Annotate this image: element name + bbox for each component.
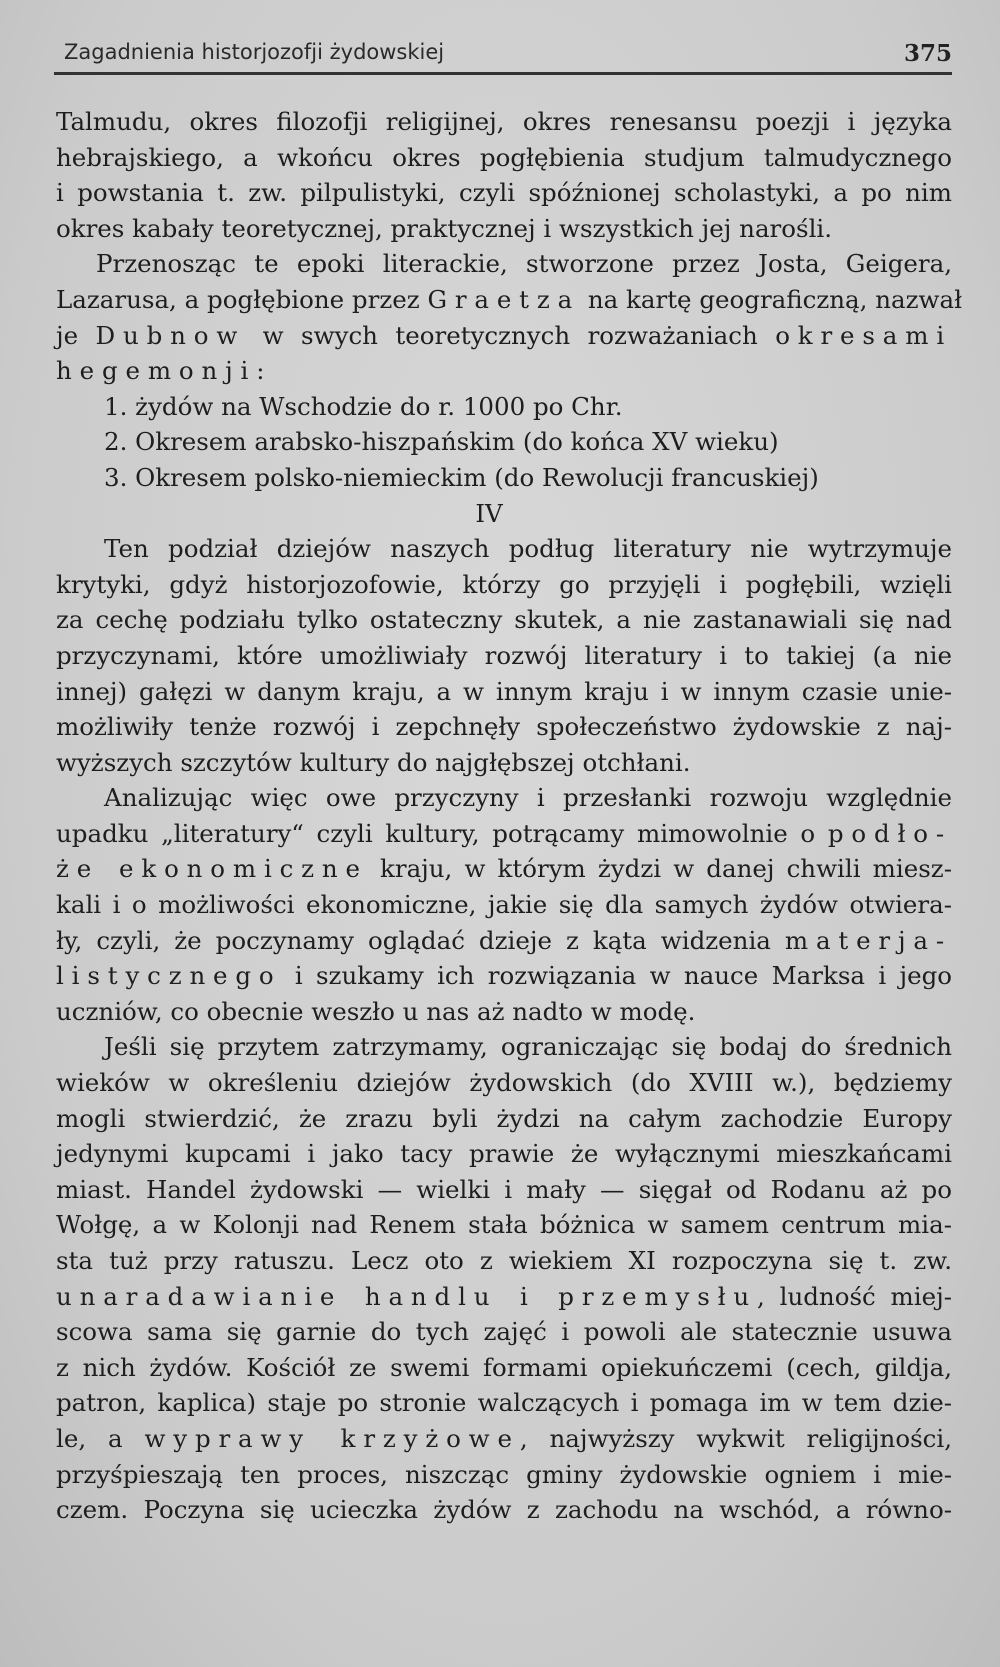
text-line: miast. Handel żydowski — wielki i mały — sięgał od Rodanu aż po bbox=[56, 1174, 952, 1204]
text-line: wyższych szczytów kultury do najgłębszej otchłani. bbox=[56, 747, 691, 777]
spaced-term: listycznego bbox=[56, 961, 282, 991]
spaced-term: wyprawy krzyżowe bbox=[144, 1423, 520, 1453]
body-text bbox=[56, 104, 963, 1528]
text-fragment: je bbox=[56, 320, 96, 350]
text-line: jedynymi kupcami i jako tacy prawie że wyłącznymi mieszkańcami bbox=[56, 1139, 952, 1169]
text-fragment: w swych teoretycznych rozważaniach bbox=[245, 320, 776, 350]
text-line: sta tuż przy ratuszu. Lecz oto z wiekiem XI rozpoczyna się t. zw. bbox=[56, 1246, 952, 1275]
text-line: Jeśli się przytem zatrzymamy, ograniczając się bodaj do średnich bbox=[104, 1032, 952, 1062]
text-line: Wołgę, a w Kolonji nad Renem stała bóżnica w samem centrum mia- bbox=[56, 1210, 952, 1240]
text-line: krytyki, gdyż historjozofowie, którzy go przyjęli i pogłębili, wzięli bbox=[56, 569, 952, 599]
text-line bbox=[56, 282, 963, 318]
text-fragment: , najwyższy wykwit religijności, bbox=[519, 1423, 953, 1453]
text-line: możliwiły tenże rozwój i zepchnęły społeczeństwo żydowskie z naj- bbox=[56, 712, 952, 742]
list-item: 2. Okresem arabsko-hiszpańskim (do końca XV wieku) bbox=[104, 427, 779, 457]
text-line: Ten podział dziejów naszych podług literatury nie wytrzymuje bbox=[104, 534, 952, 564]
text-line: uczniów, co obecnie weszło u nas aż nadto w modę. bbox=[56, 996, 696, 1026]
page-header bbox=[64, 38, 952, 76]
text-line bbox=[56, 923, 952, 959]
list-item: 1. żydów na Wschodzie do r. 1000 po Chr. bbox=[104, 391, 623, 421]
text-line: czem. Poczyna się ucieczka żydów z zachodu na wschód, a równo- bbox=[56, 1495, 952, 1525]
running-title: Zagadnienia historjozofji żydowskiej bbox=[64, 40, 445, 64]
text-line: patron, kaplica) staje po stronie walczących i pomaga im w tem dzie- bbox=[56, 1388, 952, 1418]
text-line bbox=[56, 1421, 952, 1457]
spaced-name: Graetza bbox=[427, 284, 581, 314]
text-line: Przenosząc te epoki literackie, stworzone przez Josta, Geigera, bbox=[96, 249, 952, 279]
text-fragment: Lazarusa, a pogłębione przez bbox=[56, 284, 428, 314]
text-line: okres kabały teoretycznej, praktycznej i wszystkich jej narośli. bbox=[56, 213, 833, 243]
text-line: hebrajskiego, a wkońcu okres pogłębienia studjum talmudycznego bbox=[56, 142, 952, 172]
section-heading: IV bbox=[475, 498, 503, 528]
text-line: przyczynami, które umożliwiały rozwój literatury i to takiej (a nie bbox=[56, 640, 952, 670]
text-line: mogli stwierdzić, że zrazu byli żydzi na całym zachodzie Europy bbox=[56, 1103, 952, 1133]
text-fragment: na kartę geograficzną, nazwał bbox=[580, 284, 963, 314]
text-line: przyśpieszają ten proces, niszcząc gminy żydowskie ogniem i mie- bbox=[56, 1459, 952, 1489]
text-fragment: le, a bbox=[56, 1423, 145, 1453]
text-line bbox=[56, 318, 952, 354]
text-line: Talmudu, okres filozofji religijnej, okres renesansu poezji i języka bbox=[56, 107, 952, 136]
list-item: 3. Okresem polsko-niemieckim (do Rewolucji francuskiej) bbox=[104, 462, 819, 492]
spaced-term: że ekonomiczne bbox=[56, 854, 368, 884]
text-line bbox=[56, 353, 952, 389]
text-line: Analizując więc owe przyczyny i przesłanki rozwoju względnie bbox=[104, 783, 952, 813]
text-line: innej) gałęzi w danym kraju, a w innym kraju i w innym czasie unie- bbox=[56, 676, 952, 706]
text-line bbox=[56, 1279, 952, 1315]
text-fragment: upadku „literatury“ czyli kultury, potrącamy mimowolnie o bbox=[56, 818, 828, 848]
text-fragment: kraju, w którym żydzi w danej chwili miesz- bbox=[367, 854, 952, 884]
spaced-term: hegemonji: bbox=[56, 356, 273, 386]
text-line: z nich żydów. Kościół ze swemi formami opiekuńczemi (cech, gildja, bbox=[56, 1352, 952, 1382]
spaced-name: Dubnow bbox=[95, 320, 246, 350]
text-line: scowa sama się garnie do tych zajęć i powoli ale statecznie usuwa bbox=[56, 1317, 952, 1347]
text-line: za cechę podziału tylko ostateczny skutek, a nie zastanawiali się nad bbox=[56, 605, 952, 635]
header-rule bbox=[54, 72, 952, 75]
spaced-term: unaradawianie handlu i przemysłu bbox=[56, 1281, 758, 1311]
text-fragment: i szukamy ich rozwiązania w nauce Marksa i jego bbox=[281, 961, 952, 991]
text-line: kali i o możliwości ekonomiczne, jakie się dla samych żydów otwiera- bbox=[56, 890, 952, 920]
text-line bbox=[56, 816, 952, 852]
text-fragment: , ludność miej- bbox=[757, 1281, 952, 1311]
text-fragment: ły, czyli, że poczynamy oglądać dzieje z kąta widzenia bbox=[56, 925, 785, 955]
text-line: i powstania t. zw. pilpulistyki, czyli spóźnionej scholastyki, a po nim bbox=[56, 178, 952, 208]
text-line bbox=[56, 958, 952, 994]
text-line bbox=[56, 851, 952, 887]
text-line: wieków w określeniu dziejów żydowskich (do XVIII w.), będziemy bbox=[56, 1068, 952, 1098]
spaced-term: materja- bbox=[784, 925, 952, 955]
spaced-term: podło- bbox=[827, 818, 952, 848]
spaced-term: okresami bbox=[775, 320, 952, 350]
page-number: 375 bbox=[903, 40, 952, 67]
